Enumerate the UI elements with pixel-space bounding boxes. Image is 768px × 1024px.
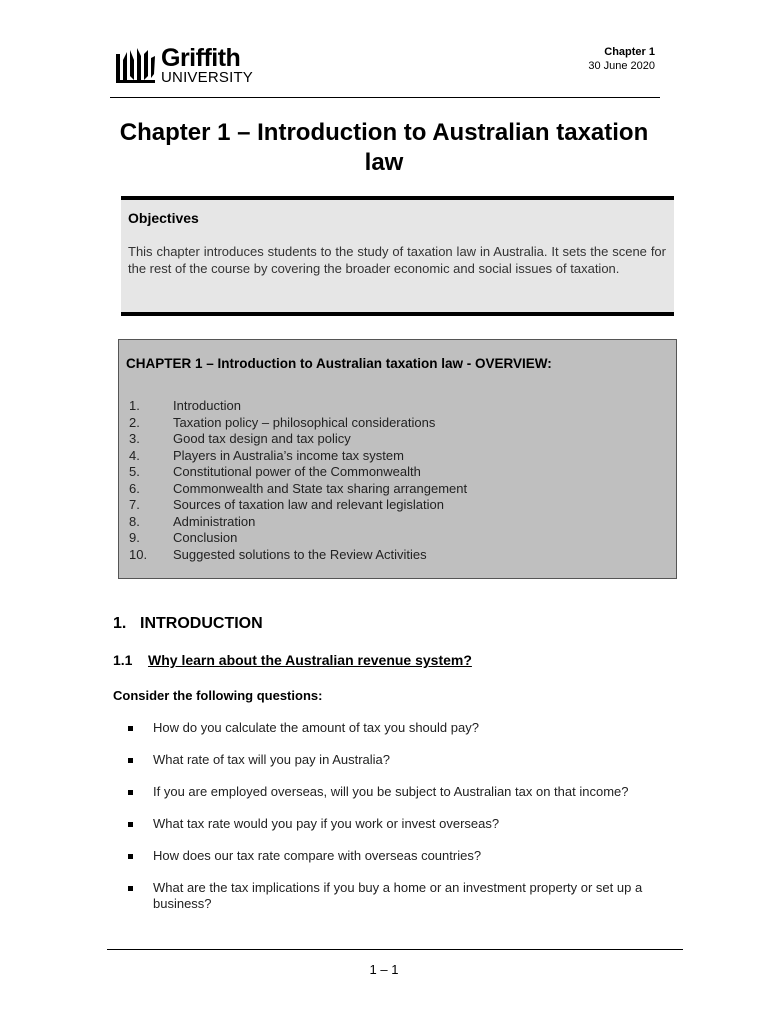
header-divider xyxy=(110,97,660,98)
question-item xyxy=(128,752,658,768)
overview-item xyxy=(129,497,467,514)
section-title: INTRODUCTION xyxy=(140,615,263,632)
overview-heading: CHAPTER 1 – Introduction to Australian taxation law - OVERVIEW: xyxy=(126,356,552,371)
question-text: What are the tax implications if you buy a home or an investment property or set up a business? xyxy=(153,880,643,911)
overview-item-label: Administration xyxy=(173,513,256,529)
question-item xyxy=(128,848,658,864)
objectives-box xyxy=(121,196,674,316)
section-heading-introduction xyxy=(113,615,263,633)
overview-item xyxy=(129,464,467,481)
header-chapter: Chapter 1 xyxy=(604,46,655,58)
header-date: 30 June 2020 xyxy=(588,60,655,72)
overview-item-label: Constitutional power of the Commonwealth xyxy=(173,464,421,479)
question-text: What rate of tax will you pay in Australia? xyxy=(153,752,391,767)
question-text: What tax rate would you pay if you work or invest overseas? xyxy=(153,816,500,831)
overview-item xyxy=(129,481,467,498)
page-title: Chapter 1 – Introduction to Australian taxation law xyxy=(119,119,649,176)
overview-item-number: 4. xyxy=(129,447,140,463)
bullet-icon xyxy=(128,854,133,859)
overview-item xyxy=(129,415,467,432)
overview-item-label: Conclusion xyxy=(173,530,238,545)
footer-divider xyxy=(107,949,683,950)
overview-item-number: 5. xyxy=(129,464,140,479)
question-item xyxy=(128,720,658,736)
objectives-text: This chapter introduces students to the study of taxation law in Australia. It sets the scene for the rest of the course by covering the broader economic and social issues of taxation. xyxy=(128,244,666,276)
header-meta xyxy=(588,45,655,73)
question-item xyxy=(128,816,658,832)
griffith-logo xyxy=(114,44,264,90)
overview-box xyxy=(118,339,677,579)
overview-item-number: 9. xyxy=(129,530,140,545)
subsection-number: 1.1 xyxy=(113,652,133,668)
subsection-title: Why learn about the Australian revenue system? xyxy=(148,652,472,668)
question-text: How does our tax rate compare with overseas countries? xyxy=(153,848,482,863)
bullet-icon xyxy=(128,758,133,763)
section-number: 1. xyxy=(113,615,127,632)
overview-item xyxy=(129,431,467,448)
overview-item-number: 10. xyxy=(129,546,148,562)
overview-item-label: Taxation policy – philosophical considerations xyxy=(173,414,436,430)
objectives-heading: Objectives xyxy=(128,210,199,226)
question-text: How do you calculate the amount of tax you should pay? xyxy=(153,720,479,735)
overview-item-number: 8. xyxy=(129,513,140,529)
overview-item-label: Introduction xyxy=(173,398,241,413)
bullet-icon xyxy=(128,726,133,731)
question-item xyxy=(128,784,658,800)
overview-item-number: 2. xyxy=(129,414,140,430)
griffith-crest-icon xyxy=(114,46,158,84)
question-item xyxy=(128,880,658,912)
overview-item-number: 3. xyxy=(129,431,140,446)
overview-item-label: Players in Australia’s income tax system xyxy=(173,447,404,463)
overview-item xyxy=(129,530,467,547)
overview-item-number: 7. xyxy=(129,497,140,512)
overview-item xyxy=(129,547,467,564)
overview-item-label: Good tax design and tax policy xyxy=(173,431,351,446)
overview-list xyxy=(129,398,467,563)
bullet-icon xyxy=(128,822,133,827)
overview-item-number: 6. xyxy=(129,480,140,496)
overview-item-number: 1. xyxy=(129,398,140,413)
question-text: If you are employed overseas, will you be subject to Australian tax on that income? xyxy=(153,784,629,799)
logo-subtitle: UNIVERSITY xyxy=(161,69,254,86)
overview-item-label: Commonwealth and State tax sharing arrangement xyxy=(173,480,468,496)
overview-item-label: Sources of taxation law and relevant legislation xyxy=(173,497,444,512)
bullet-icon xyxy=(128,790,133,795)
overview-item xyxy=(129,448,467,465)
logo-name: Griffith xyxy=(161,44,241,72)
consider-heading: Consider the following questions: xyxy=(113,688,323,703)
overview-item xyxy=(129,398,467,415)
bullet-icon xyxy=(128,886,133,891)
subsection-heading xyxy=(113,652,472,668)
page-number: 1 – 1 xyxy=(369,962,399,977)
overview-item xyxy=(129,514,467,531)
overview-item-label: Suggested solutions to the Review Activities xyxy=(173,546,427,562)
